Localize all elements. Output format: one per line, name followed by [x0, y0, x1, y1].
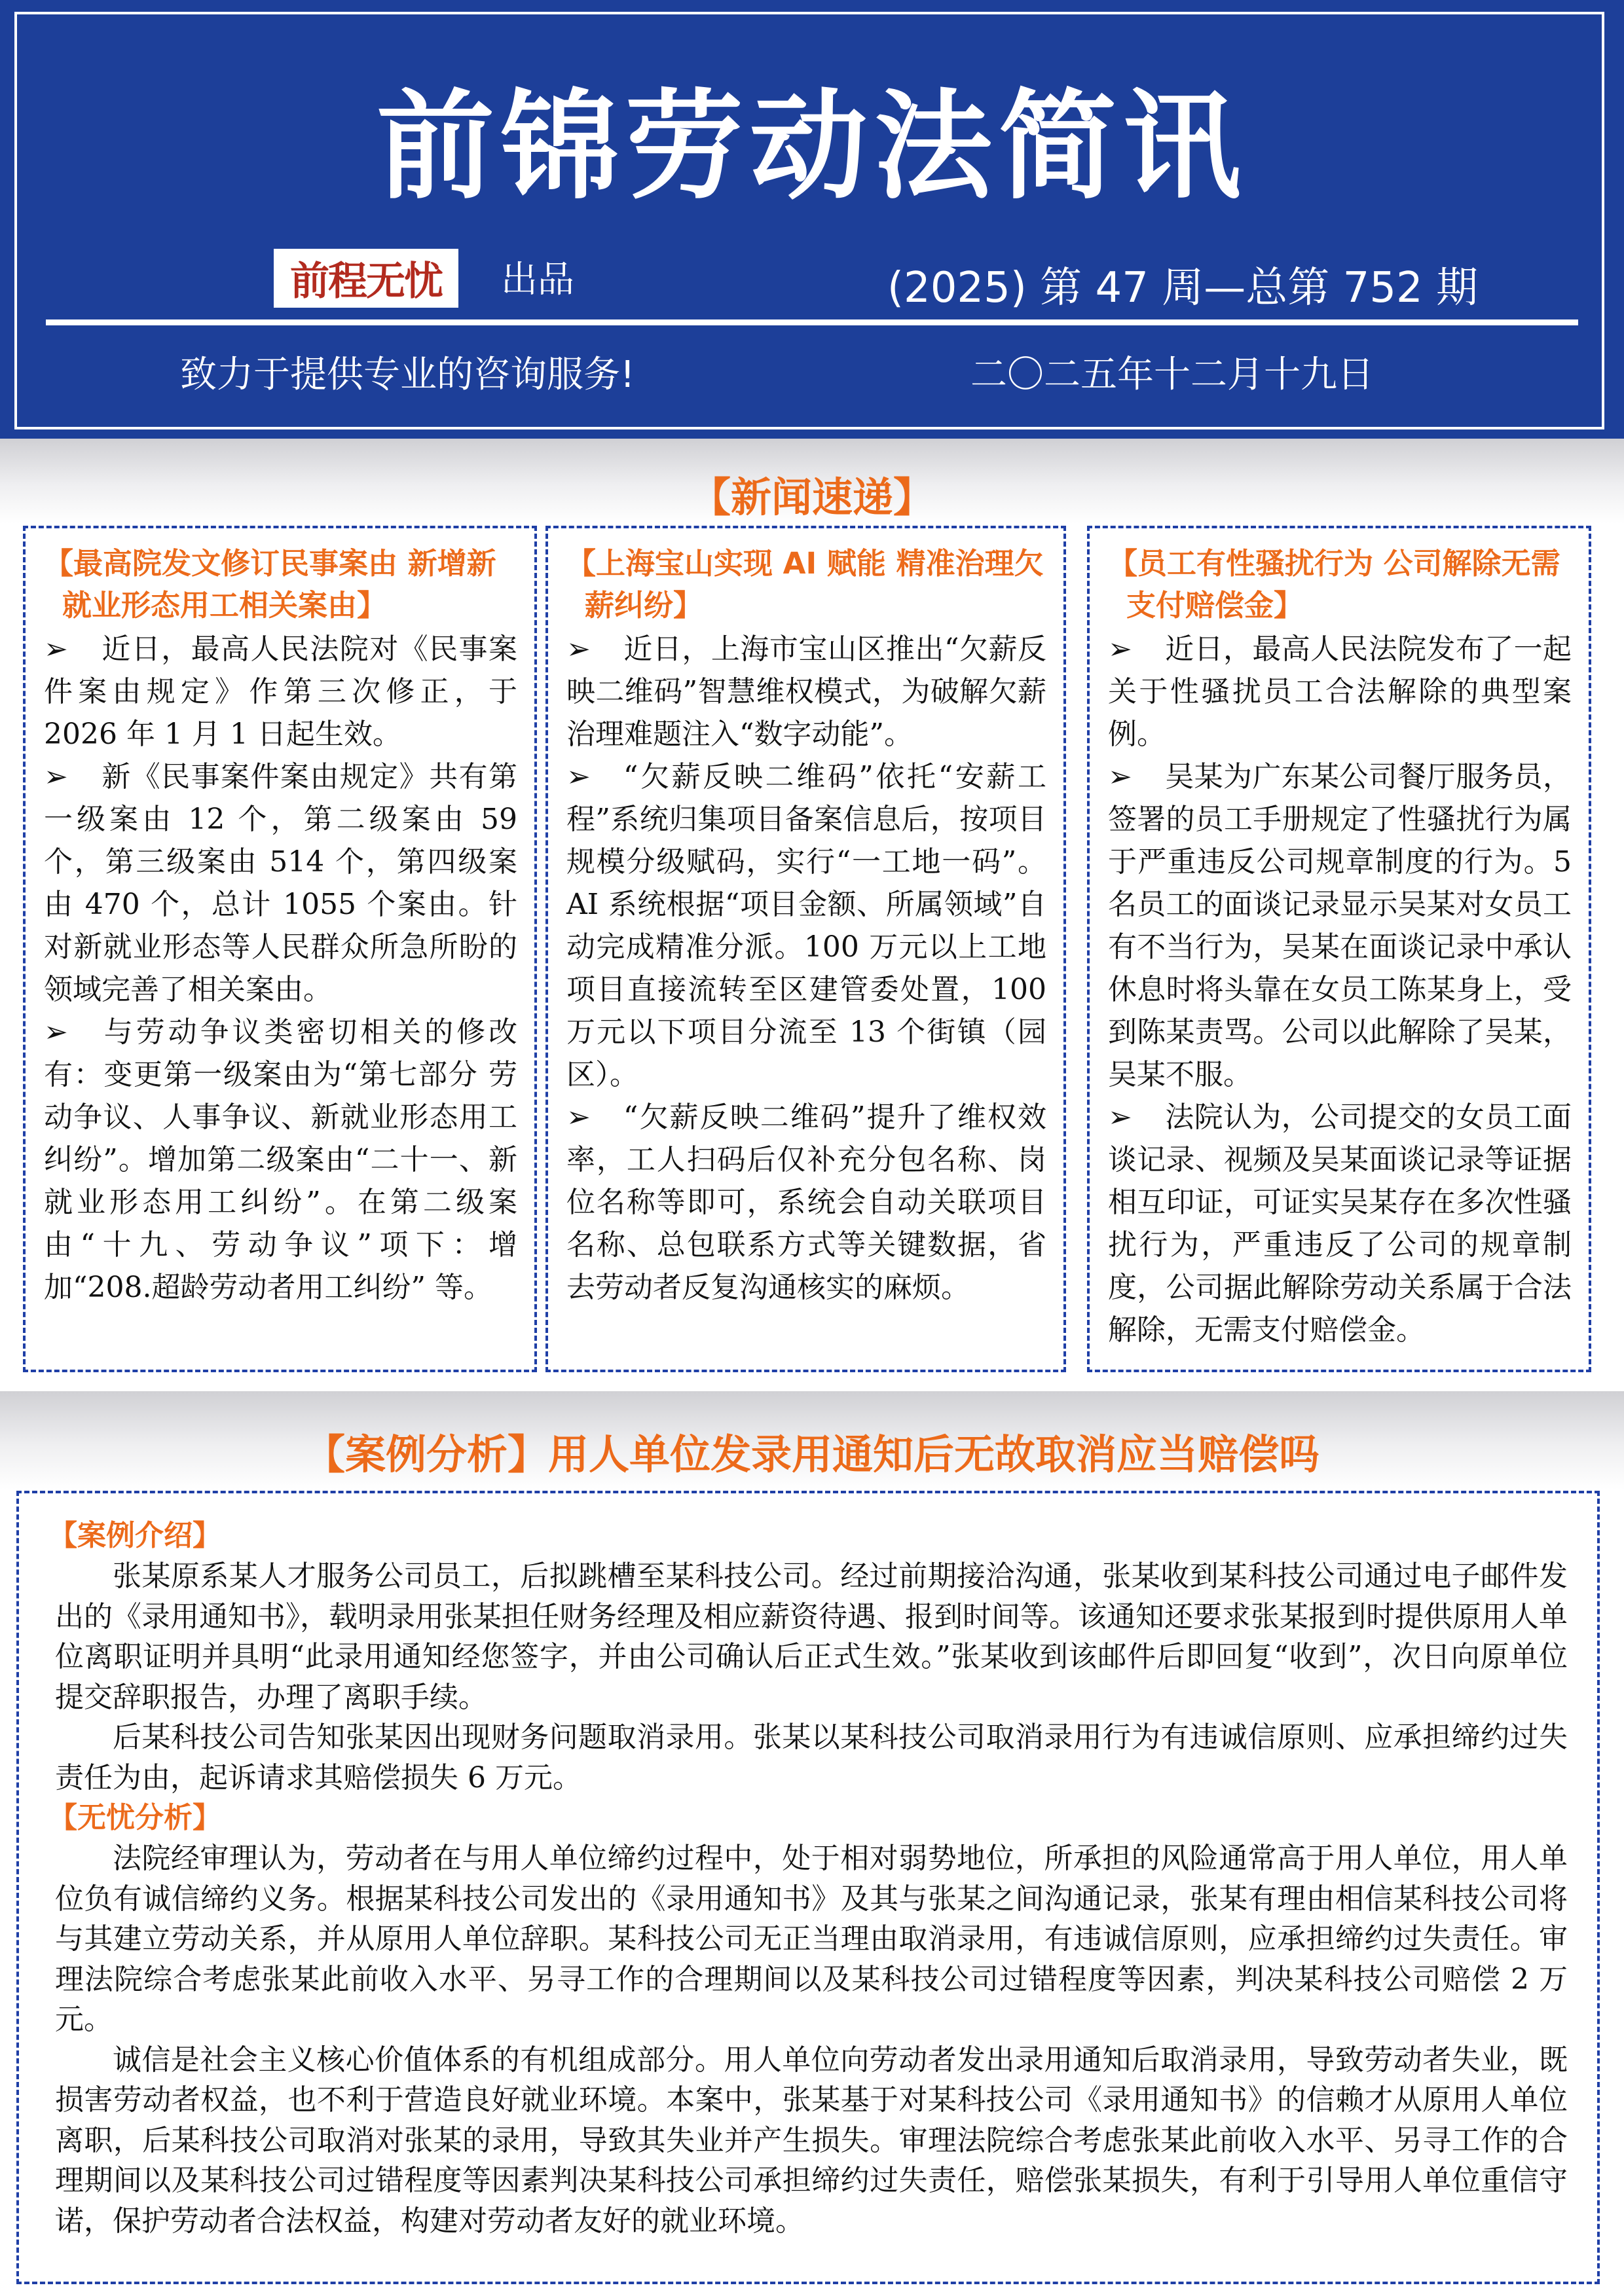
case-intro-label: 【案例介绍】	[48, 1519, 221, 1552]
news-column-3	[1087, 526, 1591, 1372]
news-paragraph: ➢ 近日，最高人民法院对《民事案件案由规定》作第三次修正，于 2026 年 1 月 1 日起生效。	[44, 632, 517, 751]
bullet-arrow-icon: ➢	[1108, 1101, 1132, 1134]
slogan: 致力于提供专业的咨询服务!	[180, 354, 635, 396]
news-paragraph: ➢ “欠薪反映二维码”依托“安薪工程”系统归集项目备案信息后，按项目规模分级赋码，实行“一工地一码”。AI 系统根据“项目金额、所属领域”自动完成精准分派。100 万元以上工地项目直接流转至区建管委处置，100 万元以下项目分流至 13 个街镇（园区）。	[566, 760, 1046, 1091]
bullet-arrow-icon: ➢	[1108, 632, 1132, 666]
news-section-title: 【新闻速递】	[690, 473, 934, 521]
case-intro-paragraph: 张某原系某人才服务公司员工，后拟跳槽至某科技公司。经过前期接洽沟通，张某收到某科技公司通过电子邮件发出的《录用通知书》，载明录用张某担任财务经理及相应薪资待遇、报到时间等。该通知还要求张某报到时提供原用人单位离职证明并具明“此录用通知经您签字，并由公司确认后正式生效。”张某收到该邮件后即回复“收到”，次日向原单位提交辞职报告，办理了离职手续。	[55, 1559, 1568, 1714]
masthead	[0, 0, 1624, 439]
publisher-suffix: 出品	[501, 259, 574, 301]
publisher-logo-text: 前程无忧	[290, 259, 442, 304]
case-analysis-box	[16, 1491, 1600, 2284]
news-paragraph: ➢ 法院认为，公司提交的女员工面谈记录、视频及吴某面谈记录等证据相互印证，可证实吴某存在多次性骚扰行为，严重违反了公司的规章制度，公司据此解除劳动关系属于合法解除，无需支付赔偿金。	[1108, 1101, 1572, 1347]
header-divider	[46, 319, 1578, 325]
bullet-arrow-icon: ➢	[566, 760, 591, 793]
bullet-arrow-icon: ➢	[1108, 760, 1132, 793]
bullet-arrow-icon: ➢	[44, 632, 68, 666]
case-analysis-paragraph: 诚信是社会主义核心价值体系的有机组成部分。用人单位向劳动者发出录用通知后取消录用，导致劳动者失业，既损害劳动者权益，也不利于营造良好就业环境。本案中，张某基于对某科技公司《录用通知书》的信赖才从原用人单位离职，后某科技公司取消对张某的录用，导致其失业并产生损失。审理法院综合考虑张某此前收入水平、另寻工作的合理期间以及某科技公司过错程度等因素判决某科技公司承担缔约过失责任，赔偿张某损失，有利于引导用人单位重信守诺，保护劳动者合法权益，构建对劳动者友好的就业环境。	[55, 2043, 1568, 2238]
bullet-arrow-icon: ➢	[566, 632, 591, 666]
news-headline: 【最高院发文修订民事案由 新增新就业形态用工相关案由】	[44, 546, 496, 623]
news-paragraph: ➢ 吴某为广东某公司餐厅服务员，签署的员工手册规定了性骚扰行为属于严重违反公司规章制度的行为。5 名员工的面谈记录显示吴某对女员工有不当行为，吴某在面谈记录中承认休息时将头靠在女员工陈某身上，受到陈某责骂。公司以此解除了吴某，吴某不服。	[1108, 760, 1572, 1091]
issue-date: 二〇二五年十二月十九日	[970, 354, 1374, 396]
news-column-1	[23, 526, 537, 1372]
news-headline: 【上海宝山实现 AI 赋能 精准治理欠薪纠纷】	[566, 546, 1044, 623]
news-paragraph: ➢ 近日，最高人民法院发布了一起关于性骚扰员工合法解除的典型案例。	[1108, 632, 1572, 751]
case-analysis-label: 【无忧分析】	[48, 1801, 221, 1834]
news-paragraph: ➢ 与劳动争议类密切相关的修改有：变更第一级案由为“第七部分 劳动争议、人事争议、新就业形态用工纠纷”。增加第二级案由“二十一、新就业形态用工纠纷”。在第二级案由“十九、劳动争议”项下：增加“208.超龄劳动者用工纠纷” 等。	[44, 1015, 517, 1304]
bullet-arrow-icon: ➢	[566, 1101, 591, 1134]
news-paragraph: ➢ “欠薪反映二维码”提升了维权效率，工人扫码后仅补充分包名称、岗位名称等即可，系统会自动关联项目名称、总包联系方式等关键数据，省去劳动者反复沟通核实的麻烦。	[566, 1101, 1046, 1304]
bullet-arrow-icon: ➢	[44, 1015, 68, 1049]
case-analysis-paragraph: 法院经审理认为，劳动者在与用人单位缔约过程中，处于相对弱势地位，所承担的风险通常高于用人单位，用人单位负有诚信缔约义务。根据某科技公司发出的《录用通知书》及其与张某之间沟通记录，张某有理由相信某科技公司将与其建立劳动关系，并从原用人单位辞职。某科技公司无正当理由取消录用，有违诚信原则，应承担缔约过失责任。审理法院综合考虑张某此前收入水平、另寻工作的合理期间以及某科技公司过错程度等因素，判决某科技公司赔偿 2 万元。	[55, 1842, 1568, 2036]
newsletter-title: 前锦劳动法简讯	[376, 79, 1247, 215]
case-section-title: 【案例分析】用人单位发录用通知后无故取消应当赔偿吗	[304, 1430, 1320, 1478]
news-column-2	[545, 526, 1066, 1372]
issue-number: (2025) 第 47 周—总第 752 期	[887, 264, 1479, 312]
news-headline: 【员工有性骚扰行为 公司解除无需支付赔偿金】	[1108, 546, 1560, 623]
news-paragraph: ➢ 近日，上海市宝山区推出“欠薪反映二维码”智慧维权模式，为破解欠薪治理难题注入“数字动能”。	[566, 632, 1046, 751]
case-intro-paragraph: 后某科技公司告知张某因出现财务问题取消录用。张某以某科技公司取消录用行为有违诚信原则、应承担缔约过失责任为由，起诉请求其赔偿损失 6 万元。	[55, 1721, 1568, 1795]
publisher-logo	[274, 249, 458, 308]
news-paragraph: ➢ 新《民事案件案由规定》共有第一级案由 12 个，第二级案由 59 个，第三级案由 514 个，第四级案由 470 个，总计 1055 个案由。针对新就业形态等人民群众所急所盼的领域完善了相关案由。	[44, 760, 517, 1006]
bullet-arrow-icon: ➢	[44, 760, 68, 793]
